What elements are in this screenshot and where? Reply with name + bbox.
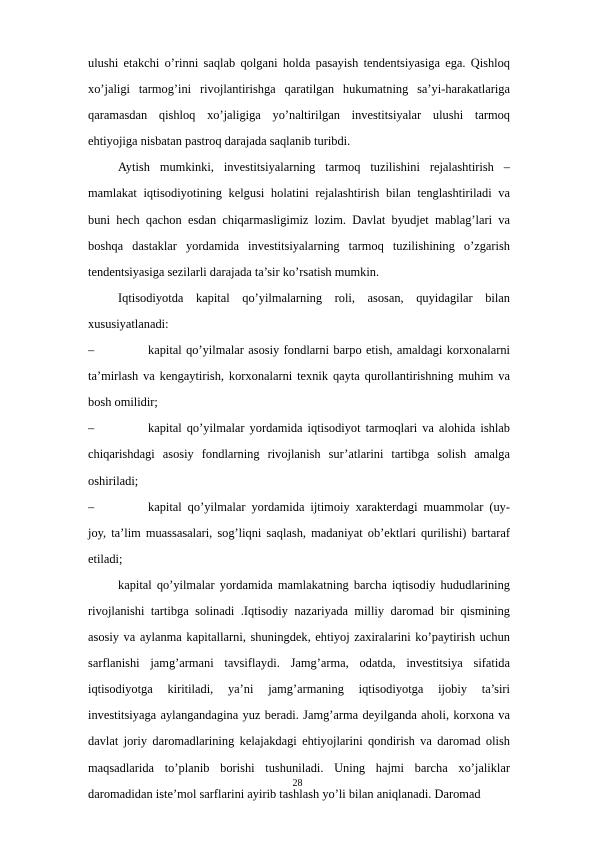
bullet-text: kapital qo’yilmalar yordamida ijtimoiy xarakterdagi muammolar (uy-joy, ta’lim muassasalari, sog’liqni saqlash, madaniyat ob’ektlari qurilishi) bartaraf etiladi; bbox=[88, 499, 510, 566]
paragraph-2: Aytish mumkinki, investitsiyalarning tarmoq tuzilishini rejalashtirish – mamlakat iqtisodiyotining kelgusi holatini rejalashtirish bilan tenglashtiriladi va buni hech qachon esdan chiqarmasligimiz lozim. Davlat byudjet mablag’lari va boshqa dastaklar yordamida investitsiyalarning tarmoq tuzilishining o’zgarish tendentsiyasiga sezilarli darajada ta’sir ko’rsatish mumkin. bbox=[88, 160, 510, 279]
bullet-item-3 bbox=[88, 494, 510, 572]
paragraph-3: Iqtisodiyotda kapital qo’yilmalarning roli, asosan, quyidagilar bilan xususiyatlanadi: bbox=[88, 290, 510, 331]
bullet-text: kapital qo’yilmalar yordamida iqtisodiyot tarmoqlari va alohida ishlab chiqarishdagi asosiy fondlarning rivojlanish sur’atlarini tartibga solish amalga oshiriladi; bbox=[88, 421, 510, 488]
bullet-text: kapital qo’yilmalar asosiy fondlarni barpo etish, amaldagi korxonalarni ta’mirlash va kengaytirish, korxonalarni texnik qayta qurollantirishning muhim va bosh omilidir; bbox=[88, 343, 510, 410]
bullet-item-1 bbox=[88, 337, 510, 415]
bullet-dash: – bbox=[88, 343, 95, 358]
bullet-item-2 bbox=[88, 415, 510, 493]
bullet-dash: – bbox=[88, 421, 95, 436]
page-body bbox=[88, 50, 510, 807]
paragraph-1: ulushi etakchi o’rinni saqlab qolgani holda pasayish tendentsiyasiga ega. Qishloq xo’jaligi tarmog’ini rivojlantirishga qaratilgan hukumatning sa’yi-harakatlariga qaramasdan qishloq xo’jaligiga yo’naltirilgan investitsiyalar ulushi tarmoq ehtiyojiga nisbatan pastroq darajada saqlanib turibdi. bbox=[88, 56, 510, 149]
page-number: 28 bbox=[292, 778, 303, 789]
bullet-dash: – bbox=[88, 499, 95, 514]
paragraph-4: kapital qo’yilmalar yordamida mamlakatning barcha iqtisodiy hududlarining rivojlanishi tartibga solinadi .Iqtisodiy nazariyada milliy daromad bir qismining asosiy va aylanma kapitallarni, shuningdek, ehtiyoj zaxiralarini ko’paytirish uchun sarflanishi jamg’armani tavsiflaydi. Jamg’arma, odatda, investitsiya sifatida iqtisodiyotga kiritiladi, ya’ni jamg’armaning iqtisodiyotga ijobiy ta’siri investitsiyaga aylangandagina yuz beradi. Jamg’arma deyilganda aholi, korxona va davlat joriy daromadlarining kelajakdagi ehtiyojlarini qondirish va daromad olish maqsadlarida to’planib borishi tushuniladi. Uning hajmi barcha xo’jaliklar daromadidan iste’mol sarflarini ayirib tashlash yo’li bilan aniqlanadi. Daromad bbox=[88, 577, 510, 801]
